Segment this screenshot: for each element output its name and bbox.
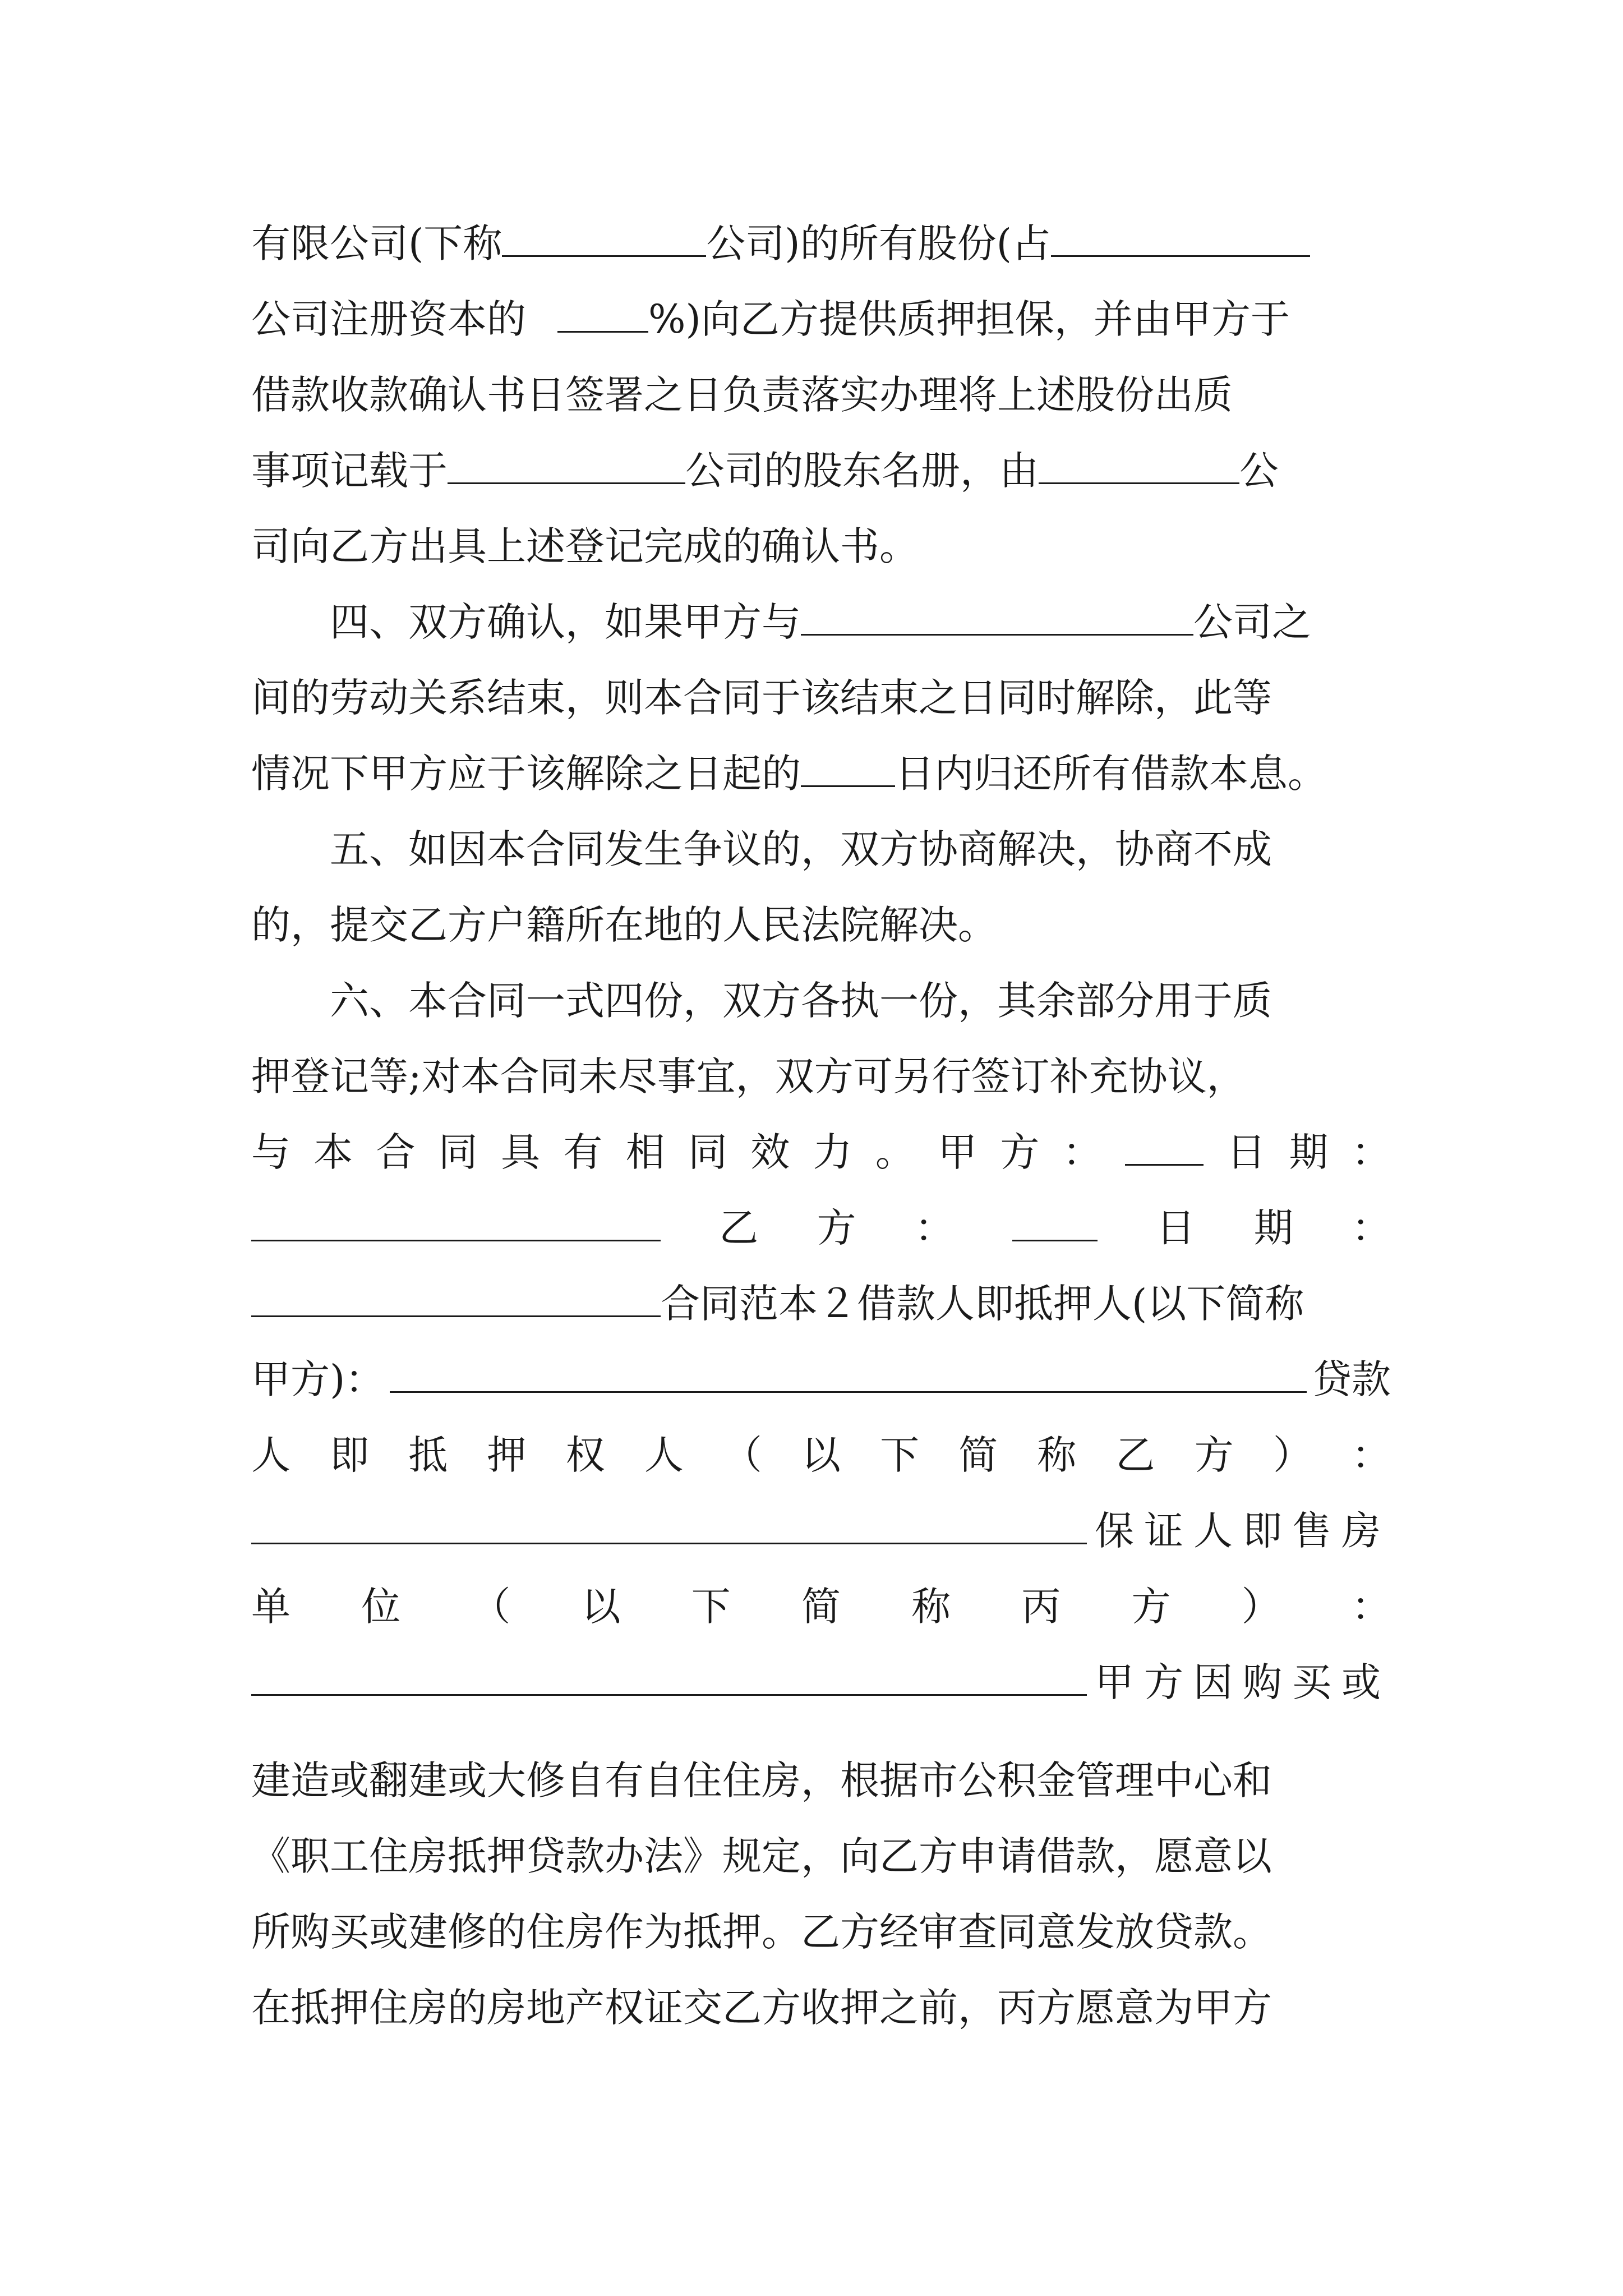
text-segment: 情况下甲方应于该解除之日起的	[251, 751, 801, 797]
blank-field	[448, 442, 685, 484]
blank-field	[502, 215, 706, 257]
text-line	[251, 1119, 1391, 1186]
text-line	[251, 664, 1391, 731]
text-line	[251, 891, 1391, 959]
char: 以	[581, 1584, 621, 1630]
text-line	[251, 1194, 1391, 1262]
char: 相	[625, 1129, 665, 1175]
text-segment: %)向乙方提供质押担保，并由甲方于	[648, 296, 1290, 342]
char: 人	[644, 1432, 684, 1478]
text-segment: 公司注册资本的	[251, 296, 526, 342]
char: 丙	[1021, 1584, 1061, 1630]
char: ：	[1351, 1584, 1391, 1630]
text-segment: 司向乙方出具上述登记完成的确认书。	[251, 523, 919, 569]
text-line	[251, 1974, 1391, 2041]
text-line	[251, 1497, 1391, 1565]
char: （	[722, 1432, 762, 1478]
char: 合	[376, 1129, 416, 1175]
char: 期	[1289, 1129, 1329, 1175]
text-segment: 日内归还所有借款本息。	[895, 751, 1327, 797]
text-line	[251, 1270, 1391, 1337]
text-segment: 公司)的所有股份(占	[706, 220, 1051, 266]
char: 押	[487, 1432, 527, 1478]
text-segment: 公司的股东名册，由	[685, 448, 1039, 494]
text-line	[251, 1747, 1391, 1814]
text-segment: 公司之	[1193, 599, 1311, 645]
char: 权	[565, 1432, 605, 1478]
char: 下	[880, 1432, 920, 1478]
char: ：	[1351, 1129, 1391, 1175]
blank-field	[801, 593, 1193, 636]
char: ：	[1351, 1432, 1391, 1478]
text-line	[251, 1346, 1391, 1413]
char: ：	[1062, 1129, 1102, 1175]
char: 乙	[1115, 1432, 1155, 1478]
text-segment: 甲方)：	[251, 1356, 385, 1402]
text-segment: 五、如因本合同发生争议的，双方协商解决，协商不成	[330, 826, 1272, 872]
char: 位	[361, 1584, 401, 1630]
char: ：	[914, 1205, 954, 1251]
blank-field	[1051, 215, 1310, 257]
char: 乙	[719, 1205, 759, 1251]
char: 方	[1000, 1129, 1040, 1175]
text-line	[251, 286, 1391, 353]
text-segment: 借款收款确认书日签署之日负责落实办理将上述股份出质	[251, 372, 1233, 418]
char: 简	[958, 1432, 998, 1478]
text-line	[251, 1573, 1391, 1640]
text-segment: 间的劳动关系结束，则本合同于该结束之日同时解除，此等	[251, 675, 1272, 721]
text-line	[251, 1649, 1391, 1716]
text-line	[251, 740, 1391, 807]
char: 抵	[408, 1432, 448, 1478]
text-segment: 的，提交乙方户籍所在地的人民法院解决。	[251, 902, 997, 948]
char: 方	[1131, 1584, 1171, 1630]
char: ）	[1241, 1584, 1281, 1630]
char: 本	[313, 1129, 353, 1175]
blank-field	[1039, 442, 1239, 484]
char: 。	[875, 1129, 915, 1175]
char: 人	[251, 1432, 291, 1478]
char: 称	[911, 1584, 951, 1630]
text-line	[251, 361, 1391, 429]
char: 甲	[938, 1129, 978, 1175]
char: 同	[438, 1129, 478, 1175]
char: 与	[251, 1129, 291, 1175]
text-line	[251, 1421, 1391, 1489]
char: 下	[691, 1584, 731, 1630]
char: 方	[817, 1205, 856, 1251]
text-segment: 合同范本２借款人即抵押人(以下简称	[661, 1281, 1304, 1327]
text-line	[251, 588, 1391, 656]
blank-field	[251, 1199, 661, 1241]
blank-field	[1012, 1199, 1098, 1241]
text-line	[251, 1898, 1391, 1966]
blank-field	[557, 291, 648, 333]
text-segment: 建造或翻建或大修自有自住住房，根据市公积金管理中心和	[251, 1757, 1272, 1803]
text-line	[251, 437, 1391, 504]
char: 有	[563, 1129, 603, 1175]
char: 方	[1194, 1432, 1234, 1478]
char: 以	[801, 1432, 841, 1478]
blank-field	[251, 1502, 1087, 1544]
char: 力	[813, 1129, 852, 1175]
text-line	[251, 210, 1391, 277]
text-segment: 有限公司(下称	[251, 220, 502, 266]
text-segment: 押登记等;对本合同未尽事宜，双方可另行签订补充协议，	[251, 1053, 1246, 1099]
text-segment: 四、双方确认，如果甲方与	[330, 599, 801, 645]
text-line	[251, 513, 1391, 580]
blank-field	[390, 1351, 1307, 1393]
text-segment: 《职工住房抵押贷款办法》规定，向乙方申请借款，愿意以	[251, 1833, 1272, 1879]
blank-field	[1125, 1124, 1204, 1166]
text-line	[251, 967, 1391, 1034]
char: 同	[688, 1129, 727, 1175]
text-segment: 公	[1239, 448, 1279, 494]
text-segment: 甲方因购买或	[1095, 1659, 1391, 1705]
text-segment: 保证人即售房	[1095, 1508, 1391, 1554]
char: （	[471, 1584, 511, 1630]
text-line	[251, 1823, 1391, 1890]
char: 简	[801, 1584, 841, 1630]
text-line	[251, 816, 1391, 883]
blank-field	[801, 745, 895, 787]
char: 效	[750, 1129, 790, 1175]
char: 单	[251, 1584, 291, 1630]
text-segment: 在抵押住房的房地产权证交乙方收押之前，丙方愿意为甲方	[251, 1985, 1272, 2031]
char: 日	[1156, 1205, 1196, 1251]
char: ：	[1351, 1205, 1391, 1251]
char: 期	[1253, 1205, 1293, 1251]
char: 日	[1227, 1129, 1266, 1175]
text-segment: 六、本合同一式四份，双方各执一份，其余部分用于质	[330, 978, 1272, 1024]
blank-field	[251, 1275, 661, 1317]
char: ）	[1272, 1432, 1312, 1478]
char: 具	[501, 1129, 541, 1175]
blank-field	[251, 1654, 1087, 1696]
text-segment: 所购买或建修的住房作为抵押。乙方经审查同意发放贷款。	[251, 1909, 1272, 1955]
char: 称	[1037, 1432, 1077, 1478]
char: 即	[330, 1432, 370, 1478]
text-segment: 事项记载于	[251, 448, 448, 494]
text-line	[251, 1043, 1391, 1110]
text-segment: 贷款	[1312, 1356, 1391, 1402]
